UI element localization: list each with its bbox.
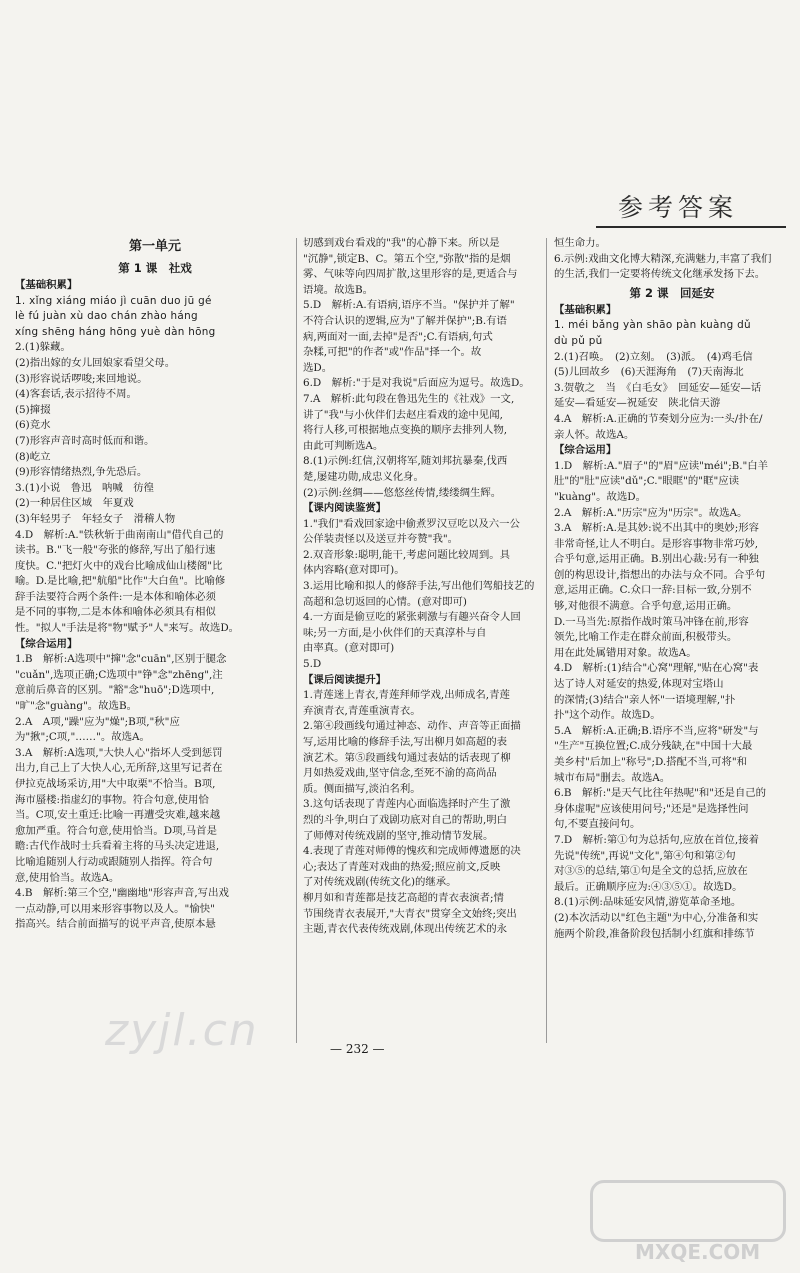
answer-line: 5.D bbox=[303, 658, 322, 671]
answer-line: 是不同的事物,二是本体和喻体必须具有相似 bbox=[15, 606, 216, 619]
answer-line: 2.(1)召唤。 (2)立刻。 (3)派。 (4)鸡毛信 bbox=[554, 350, 753, 363]
answer-line: (3)形容说话啰唆;来回地说。 bbox=[15, 372, 148, 385]
answer-column-left bbox=[15, 236, 295, 933]
answer-line: 读书。B."飞一般"夸张的修辞,写出了船行速 bbox=[15, 544, 216, 557]
answer-line: 8.(1)示例:品味延安风情,游览革命圣地。 bbox=[554, 896, 742, 909]
answer-line: 了对传统戏剧(传统文化)的继承。 bbox=[303, 876, 457, 889]
answer-line: 当。C项,安土重迁:比喻一再遭受灾难,越来越 bbox=[15, 809, 221, 822]
lesson-heading: 第 1 课 社戏 bbox=[118, 261, 192, 275]
answer-line: 切感到戏台看戏的"我"的心静下来。所以是 bbox=[303, 237, 500, 249]
answer-line: 2.第④段画线句通过神态、动作、声音等正面描 bbox=[303, 720, 521, 733]
answer-line: "沉静",锁定B、C。第五个空,"弥散"指的是烟 bbox=[303, 252, 511, 265]
answer-line: (8)屹立 bbox=[15, 450, 51, 463]
answer-line: 不符合认识的逻辑,应为"了解并保护";B.有语 bbox=[303, 314, 507, 327]
answer-line: 创的构思设计,指想出的办法与众不同。合乎句 bbox=[554, 568, 766, 581]
answer-line: 4.B 解析:第三个空,"幽幽地"形容声音,写出戏 bbox=[15, 887, 229, 900]
answer-line: 为"揪";C项,"……"。故选A。 bbox=[15, 731, 150, 744]
answer-line: 4.D 解析:A."铁秋斩于曲南南山"借代自己的 bbox=[15, 528, 224, 541]
answer-line: 柳月如和青莲都是技艺高超的青衣表演者;情 bbox=[303, 891, 504, 904]
answer-line: 对③⑤的总结,第①句是全文的总括,应放在 bbox=[554, 865, 748, 878]
answer-line: 意前后鼻音的区别。"豁"念"huō";D选项中, bbox=[15, 684, 215, 697]
answer-line: 由率真。(意对即可) bbox=[303, 642, 395, 655]
answer-line: 海市蜃楼:指虚幻的事物。符合句意,使用恰 bbox=[15, 793, 209, 806]
answer-line: (2)一种居住区域 年夏戏 bbox=[15, 497, 134, 510]
watermark-right bbox=[590, 1180, 790, 1264]
answer-line: (9)形容情绪热烈,争先恐后。 bbox=[15, 466, 148, 479]
answer-line: 够,对他很不满意。合乎句意,运用正确。 bbox=[554, 600, 738, 613]
answer-line: 弃演青衣,青莲重演青衣。 bbox=[303, 704, 421, 717]
answer-line: 2.A 解析:A."历宗"应为"历宗"。故选A。 bbox=[554, 506, 748, 519]
answer-line: (7)形容声音时高时低而和谐。 bbox=[15, 434, 155, 447]
watermark-seal bbox=[590, 1180, 786, 1242]
answer-line: "cuǎn",选项正确;C选项中"铮"念"zhēng",注 bbox=[15, 668, 223, 681]
answer-line: 4.表现了青莲对师傅的愧疚和完成师傅遗愿的决 bbox=[303, 845, 521, 858]
column-divider bbox=[546, 238, 547, 1043]
answer-line: 辞手法要符合两个条件:一是本体和喻体必须 bbox=[15, 590, 216, 603]
answer-line: 意,运用正确。C.众口一辞:目标一致,分别不 bbox=[554, 584, 752, 597]
answer-line: (2)指出嫁的女儿回娘家看望父母。 bbox=[15, 356, 176, 369]
answer-column-right bbox=[554, 236, 790, 942]
answer-line: 达了诗人对延安的热爱,体现对宝塔山 bbox=[554, 678, 724, 691]
answer-line: 亲人怀。故选A。 bbox=[554, 428, 635, 441]
answer-line: 1.B 解析:A选项中"撺"念"cuān",区别于腿念 bbox=[15, 653, 227, 666]
answer-line: 领先,比喻工作走在群众前面,积极带头。 bbox=[554, 631, 738, 644]
answer-line: 身体虚呢"应该使用问号;"还是"是选择性问 bbox=[554, 802, 749, 815]
answer-line: 1. méi bǎng yàn shāo pàn kuàng dǔ bbox=[554, 319, 751, 332]
answer-line: 4.一方面是偷豆吃的紧张刺激与有趣兴奋令人回 bbox=[303, 611, 521, 624]
title-rule bbox=[596, 226, 786, 228]
answer-line: 雾、气味等向四周扩散,这里形容的是,更适合与 bbox=[303, 268, 518, 281]
answer-line: dù pǔ pǔ bbox=[554, 334, 603, 347]
answer-line: 3.贺敬之 当 《白毛女》 回延安—延安—话 bbox=[554, 381, 762, 394]
answer-line: 味;另一方面,是小伙伴们的天真淳朴与自 bbox=[303, 626, 487, 639]
answer-line: (2)示例:丝绸——悠悠丝传情,缕缕绸生辉。 bbox=[303, 486, 502, 499]
answer-column-middle bbox=[303, 236, 536, 938]
page-number: — 232 — bbox=[330, 1042, 385, 1056]
answer-line: 3.(1)小说 鲁迅 呐喊 彷徨 bbox=[15, 481, 154, 494]
answer-line: 讲了"我"与小伙伴们去赵庄看戏的途中见闻, bbox=[303, 408, 503, 421]
answer-line: 喻。D.是比喻,把"航船"比作"大白鱼"。比喻修 bbox=[15, 575, 226, 588]
answer-line: 写,运用比喻的修辞手法,写出柳月如高超的表 bbox=[303, 736, 508, 748]
answer-line: 体内容略(意对即可)。 bbox=[303, 564, 405, 577]
answer-line: 语境。故选B。 bbox=[303, 283, 373, 296]
answer-line: 性。"拟人"手法是将"物"赋予"人"来写。故选D。 bbox=[15, 622, 240, 635]
answer-line: 了师傅对传统戏剧的坚守,推动情节发展。 bbox=[303, 829, 494, 842]
answer-line: lè fú juàn xù dao chán zhào háng bbox=[15, 310, 198, 323]
answer-line: 指高兴。结合前面描写的说平声音,使原本悬 bbox=[15, 918, 216, 931]
answer-line: 6.示例:戏曲文化博大精深,充满魅力,丰富了我们 bbox=[554, 252, 772, 265]
answer-line: 恒生命力。 bbox=[554, 237, 606, 249]
answer-line: 伊拉克战场采访,用"大中取栗"不恰当。B项, bbox=[15, 778, 216, 790]
answer-line: 2.A A项,"躁"应为"燥";B项,"秋"应 bbox=[15, 715, 180, 728]
answer-line: 合乎句意,运用正确。B.别出心裁:另有一种独 bbox=[554, 553, 759, 566]
answer-line: (5)撺掇 bbox=[15, 403, 51, 416]
answer-line: 瞻:古代作战时士兵看着主将的马头决定进退, bbox=[15, 840, 220, 853]
watermark-left: zyjl.cn bbox=[105, 1005, 259, 1056]
answer-line: 8.(1)示例:红信,汉朝将军,随刘邦抗暴秦,伐西 bbox=[303, 455, 508, 468]
answer-line: 意,使用恰当。故选A。 bbox=[15, 871, 120, 884]
section-heading: 【综合运用】 bbox=[554, 444, 617, 457]
answer-line: 病,两面对一面,去掉"是否";C.有语病,句式 bbox=[303, 330, 493, 343]
answer-line: 主题,青衣代表传统戏剧,体现出传统艺术的永 bbox=[303, 923, 508, 936]
answer-line: (3)年轻男子 年轻女子 滑稽人物 bbox=[15, 512, 176, 525]
answer-line: 4.A 解析:A.正确的节奏划分应为:一头/扑在/ bbox=[554, 412, 763, 425]
answer-line: 度快。C."把灯火中的戏台比喻成仙山楼阁"比 bbox=[15, 559, 223, 572]
answer-line: 一点动静,可以用来形容事物以及人。"愉快" bbox=[15, 902, 215, 915]
answer-line: 扑"这个动作。故选D。 bbox=[554, 709, 661, 722]
answer-line: 1. xǐng xiáng miáo jì cuān duo jū gé bbox=[15, 294, 212, 307]
answer-line: 公佯装责怪以及送豆并夸赞"我"。 bbox=[303, 533, 459, 546]
answer-line: 4.D 解析:(1)结合"心窝"理解,"贴在心窝"表 bbox=[554, 662, 759, 675]
answer-line: 高超和急切返回的心情。(意对即可) bbox=[303, 595, 467, 608]
answer-line: 3.A 解析:A.是其妙:说不出其中的奥妙;形容 bbox=[554, 522, 759, 535]
answer-line: 6.B 解析:"是天气比往年热呢"和"还是自己的 bbox=[554, 787, 767, 800]
answer-line: 演艺术。第⑤段画线句通过表姑的话表现了柳 bbox=[303, 751, 511, 764]
answer-line: "生产"互换位置;C.成分残缺,在"中国十大最 bbox=[554, 740, 753, 753]
answer-line: 2.双音形象:聪明,能干,考虑问题比较周到。具 bbox=[303, 548, 511, 561]
answer-line: 出力,自己上了大快人心,无所辞,这里写记者在 bbox=[15, 762, 223, 775]
answer-line: 先说"传统",再说"文化",第④句和第②句 bbox=[554, 849, 736, 862]
section-heading: 【基础积累】 bbox=[15, 279, 78, 291]
column-divider bbox=[296, 238, 297, 1043]
answer-line: 2.(1)躲藏。 bbox=[15, 341, 71, 354]
answer-line: 城市布局"删去。故选A。 bbox=[554, 771, 671, 784]
answer-line: (6)竞水 bbox=[15, 419, 51, 432]
answer-line: (5)儿回故乡 (6)天涯海角 (7)天南海北 bbox=[554, 366, 744, 379]
answer-line: 选D。 bbox=[303, 361, 333, 374]
section-heading: 【课内阅读鉴赏】 bbox=[303, 502, 387, 515]
answer-line: 3.这句话表现了青莲内心面临选择时产生了激 bbox=[303, 798, 511, 811]
answer-line: 施两个阶段,准备阶段包括制小红旗和排练节 bbox=[554, 927, 755, 940]
answer-line: 愈加严重。符合句意,使用恰当。D项,马首是 bbox=[15, 824, 217, 837]
answer-line: (2)本次活动以"红色主题"为中心,分准备和实 bbox=[554, 911, 759, 924]
answer-line: 延安—看延安—祝延安 陕北信天游 bbox=[554, 397, 721, 410]
answer-line: 7.D 解析:第①句为总括句,应放在首位,接着 bbox=[554, 833, 759, 846]
answer-line: 非常奇怪,让人不明白。是形容事物非常巧妙, bbox=[554, 537, 759, 550]
section-heading: 【课后阅读提升】 bbox=[303, 673, 387, 686]
lesson-heading: 第 2 课 回延安 bbox=[629, 285, 715, 300]
answer-line: 杂糅,可把"的作者"或"作品"择一个。故 bbox=[303, 346, 482, 359]
answer-line: 的深情;(3)结合"亲人怀"一语境理解,"扑 bbox=[554, 693, 736, 706]
answer-line: 将行人移,可根据地点变换的顺序去排列人物, bbox=[303, 424, 508, 437]
unit-heading: 第一单元 bbox=[128, 239, 181, 254]
answer-line: "kuàng"。故选D。 bbox=[554, 490, 646, 503]
answer-line: 的生活,我们一定要将传统文化继承发扬下去。 bbox=[554, 268, 766, 281]
section-heading: 【基础积累】 bbox=[554, 303, 617, 316]
answer-line: (4)客套话,表示招待不周。 bbox=[15, 388, 137, 401]
answer-line: 3.A 解析:A选项,"大快人心"指坏人受到惩罚 bbox=[15, 746, 223, 759]
answer-line: 1."我们"看戏回家途中偷煮罗汉豆吃以及六一公 bbox=[303, 517, 520, 530]
answer-line: 7.A 解析:此句段在鲁迅先生的《社戏》一文, bbox=[303, 392, 515, 405]
answer-line: 由此可判断选A。 bbox=[303, 439, 384, 452]
answer-line: 用在此处属错用对象。故选A。 bbox=[554, 646, 697, 659]
answer-line: 5.A 解析:A.正确;B.语序不当,应将"研发"与 bbox=[554, 724, 759, 737]
answer-line: 1.青莲迷上青衣,青莲拜师学戏,出师成名,青莲 bbox=[303, 689, 510, 702]
answer-line: D.一马当先:原指作战时策马冲锋在前,形容 bbox=[554, 615, 749, 628]
answer-line: 肚"的"肚"应读"dǔ";C."眼眶"的"眶"应读 bbox=[554, 475, 740, 488]
answer-line: 最后。正确顺序应为:④③⑤①。故选D。 bbox=[554, 880, 743, 893]
answer-line: 1.D 解析:A."眉子"的"眉"应读"méi";B."白羊 bbox=[554, 459, 769, 472]
answer-line: 6.D 解析:"于是对我说"后面应为逗号。故选D。 bbox=[303, 377, 530, 390]
page-title: 参考答案 bbox=[618, 193, 739, 222]
answer-line: 比喻追随别人行动或跟随别人指挥。符合句 bbox=[15, 855, 213, 868]
answer-line: 节围绕青衣表展开,"大青衣"贯穿全文始终;突出 bbox=[303, 907, 517, 920]
answer-line: 月如热爱戏曲,坚守信念,至死不渝的高尚品 bbox=[303, 767, 497, 780]
answer-line: xíng shēng háng hōng yuè dàn hōng bbox=[15, 325, 216, 338]
watermark-right-text: MXQE.COM bbox=[635, 1240, 761, 1264]
answer-line: 5.D 解析:A.有语病,语序不当。"保护并了解" bbox=[303, 299, 515, 312]
section-heading: 【综合运用】 bbox=[15, 637, 78, 650]
answer-line: "旷"念"guàng"。故选B。 bbox=[15, 700, 137, 713]
answer-line: 句,不要直接问句。 bbox=[554, 818, 641, 831]
answer-line: 楚,屡建功勋,成忠义化身。 bbox=[303, 470, 424, 483]
answer-line: 质。侧面描写,淡泊名利。 bbox=[303, 782, 421, 795]
answer-line: 心;表达了青莲对戏曲的热爱;照应前文,反映 bbox=[303, 860, 501, 873]
answer-line: 美乡村"后加上"称号";D.搭配不当,可将"和 bbox=[554, 756, 748, 768]
answer-line: 烈的斗争,明白了戏剧功底对自己的帮助,明白 bbox=[303, 813, 508, 826]
answer-line: 3.运用比喻和拟人的修辞手法,写出他们驾船技艺的 bbox=[303, 580, 535, 593]
